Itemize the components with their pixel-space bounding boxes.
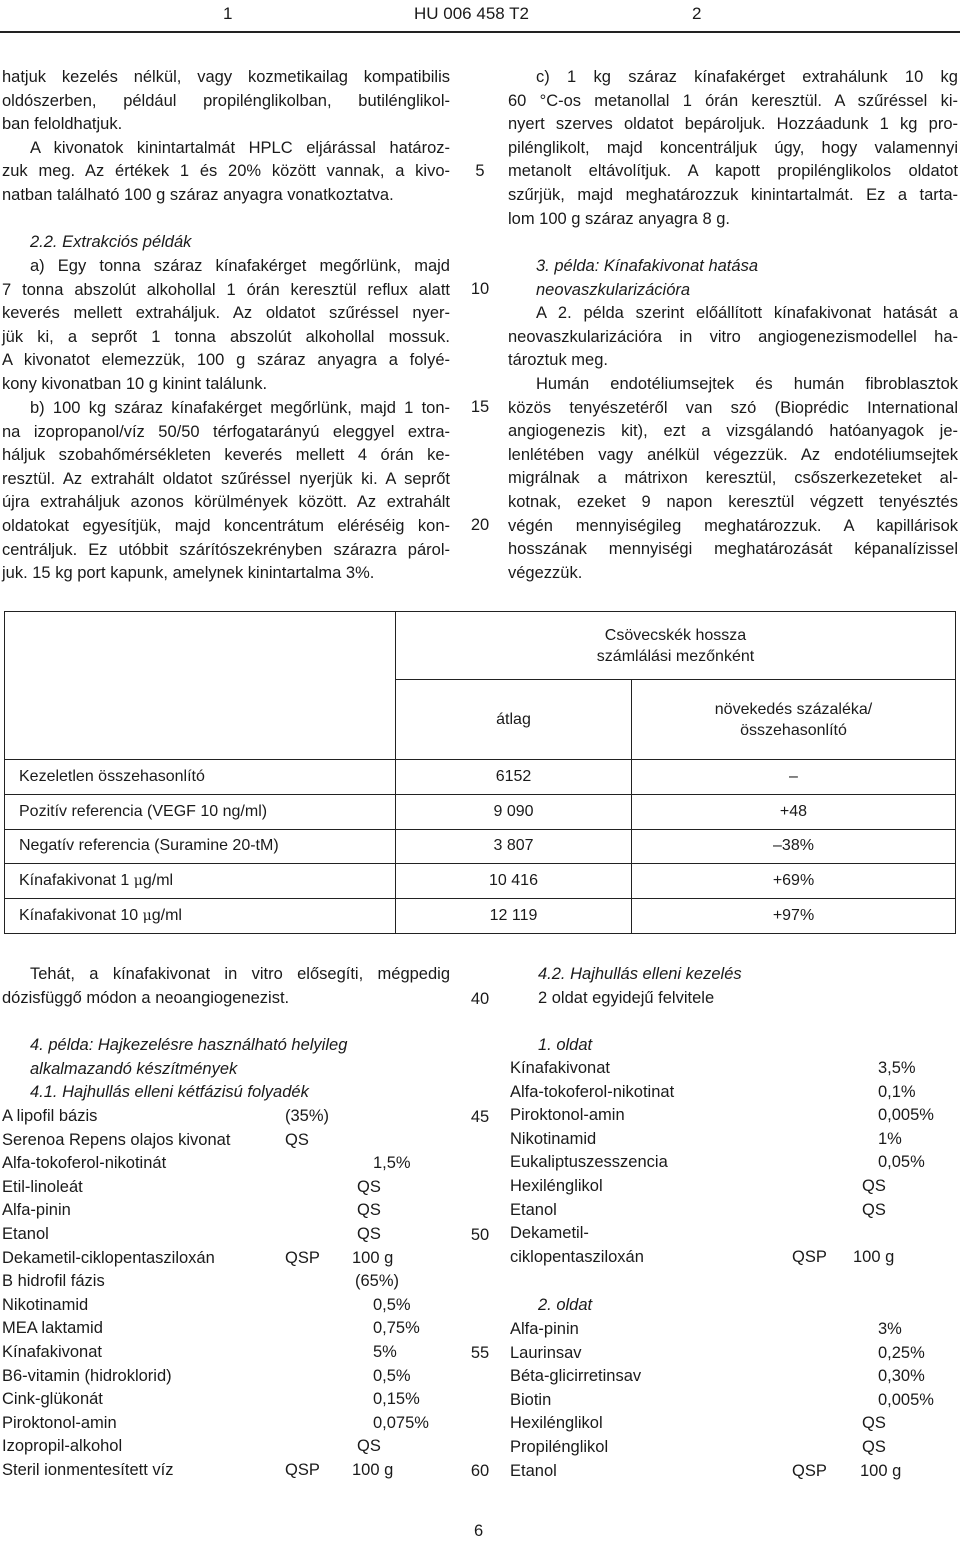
- paragraph-line: hatjuk kezelés nélkül, vagy kozmetikailag kompatibilis: [2, 68, 450, 86]
- table-cell-average: 6152: [396, 760, 632, 795]
- paragraph-line: hosszának mennyiségi meghatározását képanalízissel: [508, 540, 958, 559]
- ingredient-name: Béta-glicirretinsav: [510, 1367, 642, 1386]
- ingredient-name: A lipofil bázis: [2, 1107, 98, 1125]
- table-cell-percent: +97%: [632, 899, 956, 934]
- ingredient-qualifier: QSP: [792, 1461, 827, 1480]
- paragraph-line: juk. 15 kg port kapunk, amelynek kinintartalma 3%.: [2, 564, 375, 583]
- paragraph-line: oldószerben, például propilénglikolban, butilénglikol-: [2, 91, 450, 110]
- solution-heading: 1. oldat: [538, 1036, 593, 1054]
- ingredient-name: B hidrofil fázis: [2, 1272, 105, 1291]
- ingredient-value: 0,005%: [878, 1390, 934, 1409]
- ingredient-name: Etil-linoleát: [2, 1177, 83, 1196]
- paragraph-line: 7 tonna abszolút alkohollal 1 órán keresztül reflux alatt: [2, 280, 450, 299]
- paragraph-line: 60 °C-os metanollal 1 órán keresztül. A szűréssel ki-: [508, 91, 958, 110]
- ingredient-value: QS: [357, 1177, 381, 1196]
- paragraph-line: c) 1 kg száraz kínafakérget extrahálunk 10 kg: [536, 68, 958, 86]
- ingredient-value: 0,005%: [878, 1106, 934, 1125]
- ingredient-name: Biotin: [510, 1390, 552, 1409]
- ingredient-name: Hexilénglikol: [510, 1177, 603, 1195]
- header-doc-number: HU 006 458 T2: [414, 4, 529, 23]
- paragraph-line: resztül. Az extrahált oldatot szűréssel nyerjük ki. A seprőt: [2, 469, 450, 488]
- paragraph-line: háljuk szobahőmérsékleten keverés mellett 4 órán ke-: [2, 446, 450, 465]
- paragraph-line: közös tenyészetéről van szó (Bioprédic International: [508, 398, 958, 417]
- example-heading: 4.1. Hajhullás elleni kétfázisú folyadék: [30, 1083, 309, 1101]
- ingredient-value: 1%: [878, 1129, 902, 1148]
- table-corner-cell: [5, 612, 396, 760]
- table-row: [5, 829, 956, 864]
- ingredient-value: 3,5%: [878, 1059, 916, 1077]
- ingredient-name: Eukaliptuszesszencia: [510, 1153, 668, 1172]
- line-number: 60: [470, 1462, 490, 1480]
- ingredient-name: Kínafakivonat: [510, 1059, 610, 1077]
- ingredient-value: 0,30%: [878, 1367, 925, 1386]
- paragraph-line: keverés mellett extraháljuk. Az oldatot szűréssel nyer-: [2, 304, 450, 323]
- ingredient-value: 0,5%: [373, 1366, 411, 1385]
- ingredient-qualifier: QS: [862, 1177, 886, 1195]
- ingredient-name: Izopropil-alkohol: [2, 1437, 123, 1456]
- ingredient-name: Etanol: [510, 1200, 557, 1219]
- table-cell-label: Negatív referencia (Suramine 20-tM): [5, 829, 396, 864]
- paragraph-line: neovaszkularizációra in vitro angiogenezismodellel ha-: [508, 327, 958, 346]
- paragraph-line: A kivonatok kinintartalmát HPLC eljárással határoz-: [30, 138, 450, 157]
- table-cell-average: 9 090: [396, 794, 632, 829]
- paragraph-line: Humán endotéliumsejtek és humán fibroblasztok: [536, 375, 958, 393]
- table-cell-average: 12 119: [396, 899, 632, 934]
- ingredient-name: Alfa-pinin: [510, 1320, 579, 1338]
- ingredient-name: Cink-glükonát: [2, 1390, 103, 1409]
- ingredient-value: QS: [357, 1437, 381, 1456]
- solution-heading: 2. oldat: [538, 1296, 593, 1314]
- table-cell-label: Pozitív referencia (VEGF 10 ng/ml): [5, 794, 396, 829]
- paragraph-line: a) Egy tonna száraz kínafakérget megőrlünk, majd: [30, 257, 450, 275]
- ingredient-qualifier: QS: [862, 1414, 886, 1433]
- example-heading: alkalmazandó készítmények: [30, 1060, 238, 1078]
- ingredient-name: Nikotinamid: [510, 1129, 597, 1148]
- ingredient-name: Nikotinamid: [2, 1295, 89, 1314]
- ingredient-qualifier: QS: [285, 1130, 309, 1149]
- paragraph-line: A 2. példa szerint előállított kínafakivonat hatását a: [536, 304, 958, 322]
- table-row: [5, 899, 956, 934]
- ingredient-value: 0,05%: [878, 1153, 925, 1172]
- ingredient-qualifier: QSP: [285, 1248, 320, 1267]
- paragraph-line: A kivonatot elemezzük, 100 g száraz anyagra a folyé-: [2, 351, 450, 370]
- table-cell-average: 3 807: [396, 829, 632, 864]
- ingredient-qualifier: QS: [862, 1200, 886, 1219]
- ingredient-name: Alfa-pinin: [2, 1201, 71, 1220]
- ingredient-value: 100 g: [352, 1461, 394, 1479]
- table-row: [5, 760, 956, 795]
- ingredient-name: MEA laktamid: [2, 1319, 103, 1338]
- ingredient-name: Etanol: [2, 1225, 49, 1243]
- table-cell-label: Kezeletlen összehasonlító: [5, 760, 396, 795]
- ingredient-qualifier: QSP: [792, 1247, 827, 1266]
- line-number: 10: [470, 280, 490, 298]
- table-cell-percent: –: [632, 760, 956, 795]
- paragraph-line: kony kivonatban 10 g kinint találunk.: [2, 375, 268, 393]
- ingredient-value: 5%: [373, 1343, 397, 1361]
- ingredient-value: 0,5%: [373, 1295, 411, 1314]
- ingredient-name: Etanol: [510, 1461, 557, 1480]
- paragraph-line: lom 100 g száraz anyagra 8 g.: [508, 209, 730, 228]
- section-heading: 2.2. Extrakciós példák: [30, 233, 192, 251]
- table-header-main: Csövecskék hossza számlálási mezőnként: [396, 612, 956, 680]
- example-heading: 4. példa: Hajkezelésre használható helyileg: [30, 1036, 348, 1054]
- paragraph-line: oldatokat egyesítjük, majd koncentrátum eléréséig kon-: [2, 517, 450, 535]
- ingredient-name: Piroktonol-amin: [2, 1413, 117, 1432]
- paragraph-line: kotnak, ezeket 9 napon keresztül végzett tenyésztés: [508, 493, 958, 511]
- line-number: 5: [475, 162, 485, 180]
- ingredient-value: 0,15%: [373, 1390, 420, 1409]
- paragraph-line: dózisfüggő módon a neoangiogenezist.: [2, 989, 290, 1007]
- ingredient-value: 1,5%: [373, 1154, 411, 1173]
- ingredient-value: QS: [357, 1201, 381, 1220]
- paragraph-line: Tehát, a kínafakivonat in vitro elősegíti, mégpedig: [30, 965, 450, 983]
- ingredient-value: 3%: [878, 1320, 902, 1338]
- paragraph-line: centráljuk. Ez utóbbit szárítószekrényben szárazra párol-: [2, 540, 450, 559]
- table-cell-label: Kínafakivonat 1 μg/ml: [5, 864, 396, 899]
- paragraph-line: angiogenezis kit), ezt a vizsgálandó hatóanyagok je-: [508, 422, 958, 441]
- ingredient-name: Dekametil-: [510, 1224, 589, 1243]
- example-heading: 4.2. Hajhullás elleni kezelés: [538, 965, 742, 983]
- paragraph-line: pilénglikolt, majd koncentráljuk úgy, hogy valamennyi: [508, 138, 958, 157]
- line-number: 20: [470, 516, 490, 534]
- paragraph-line: nyert szerves oldatot bepároljuk. Hozzáadunk 1 kg pro-: [508, 115, 958, 134]
- ingredient-value: 0,1%: [878, 1082, 916, 1101]
- paragraph-line: metanolt eltávolítjuk. A kapott propilénglikolos oldatot: [508, 162, 958, 181]
- paragraph-line: jük ki, a seprőt 1 tonna abszolút alkohollal mossuk.: [2, 327, 450, 346]
- ingredient-name: Propilénglikol: [510, 1438, 609, 1456]
- ingredient-name: B6-vitamin (hidroklorid): [2, 1366, 172, 1385]
- table-cell-label: Kínafakivonat 10 μg/ml: [5, 899, 396, 934]
- table-cell-percent: +69%: [632, 864, 956, 899]
- ingredient-value: 100 g: [853, 1247, 895, 1266]
- table-row: [5, 794, 956, 829]
- header-right-page: 2: [692, 4, 702, 23]
- paragraph-line: lenlétében vagy anélkül végezzük. Az endotéliumsejtek: [508, 445, 958, 464]
- paragraph-line: migrálnak a mátrixon keresztül, csőszerkezeteket al-: [508, 469, 958, 488]
- ingredient-name: ciklopentasziloxán: [510, 1247, 644, 1266]
- line-number: 55: [470, 1344, 490, 1362]
- paragraph-line: ban feloldhatjuk.: [2, 115, 123, 134]
- ingredient-name: Alfa-tokoferol-nikotinat: [510, 1082, 675, 1101]
- paragraph-line: na izopropanol/víz 50/50 térfogatarányú eleggyel extra-: [2, 422, 450, 441]
- table-cell-percent: +48: [632, 794, 956, 829]
- line-number: 15: [470, 398, 490, 416]
- ingredient-value: 0,75%: [373, 1319, 420, 1338]
- table-row: [5, 864, 956, 899]
- ingredient-qualifier: QS: [862, 1438, 886, 1456]
- ingredient-name: Serenoa Repens olajos kivonat: [2, 1130, 231, 1149]
- paragraph-line: tároztuk meg.: [508, 351, 608, 370]
- ingredient-value: 100 g: [352, 1248, 394, 1267]
- header-left-page: 1: [223, 4, 233, 23]
- ingredient-name: Steril ionmentesített víz: [2, 1461, 174, 1479]
- table-col-percent: növekedés százaléka/ összehasonlító: [632, 680, 956, 760]
- ingredient-name: Hexilénglikol: [510, 1414, 603, 1433]
- ingredient-value: 0,075%: [373, 1413, 429, 1432]
- ingredient-value: QS: [357, 1225, 381, 1243]
- page-number: 6: [474, 1522, 484, 1540]
- results-table: [4, 611, 956, 934]
- ingredient-value: (35%): [285, 1107, 330, 1125]
- paragraph-line: újra extraháljuk azonos körülmények között. Az extrahált: [2, 493, 450, 512]
- ingredient-name: Dekametil-ciklopentasziloxán: [2, 1248, 215, 1267]
- example-heading: neovaszkularizációra: [536, 281, 691, 299]
- ingredient-name: Laurinsav: [510, 1343, 582, 1362]
- ingredient-name: Piroktonol-amin: [510, 1106, 625, 1125]
- line-number: 40: [470, 990, 490, 1008]
- ingredient-value: 100 g: [860, 1461, 902, 1480]
- ingredient-name: Kínafakivonat: [2, 1343, 102, 1361]
- ingredient-value: 0,25%: [878, 1343, 925, 1362]
- paragraph-line: b) 100 kg száraz kínafakérget megőrlünk, majd 1 ton-: [30, 399, 450, 417]
- paragraph-line: szűrjük, majd meghatározzuk kinintartalmát. Ez a tarta-: [508, 186, 958, 204]
- ingredient-qualifier: QSP: [285, 1461, 320, 1479]
- paragraph-line: végezzük.: [508, 563, 583, 582]
- ingredient-name: Alfa-tokoferol-nikotinát: [2, 1154, 167, 1173]
- table-cell-average: 10 416: [396, 864, 632, 899]
- table-cell-percent: –38%: [632, 829, 956, 864]
- subtitle: 2 oldat egyidejű felvitele: [538, 989, 715, 1007]
- paragraph-line: natban található 100 g száraz anyagra vonatkoztatva.: [2, 186, 394, 204]
- header-rule: [0, 31, 960, 33]
- example-heading: 3. példa: Kínafakivonat hatása: [536, 257, 758, 275]
- line-number: 45: [470, 1108, 490, 1126]
- table-col-average: átlag: [396, 680, 632, 760]
- ingredient-value: (65%): [355, 1272, 400, 1291]
- paragraph-line: zuk meg. Az értékek 1 és 20% között vannak, a kivo-: [2, 162, 450, 181]
- line-number: 50: [470, 1226, 490, 1244]
- paragraph-line: végén mennyiségileg meghatározzuk. A kapillárisok: [508, 516, 958, 535]
